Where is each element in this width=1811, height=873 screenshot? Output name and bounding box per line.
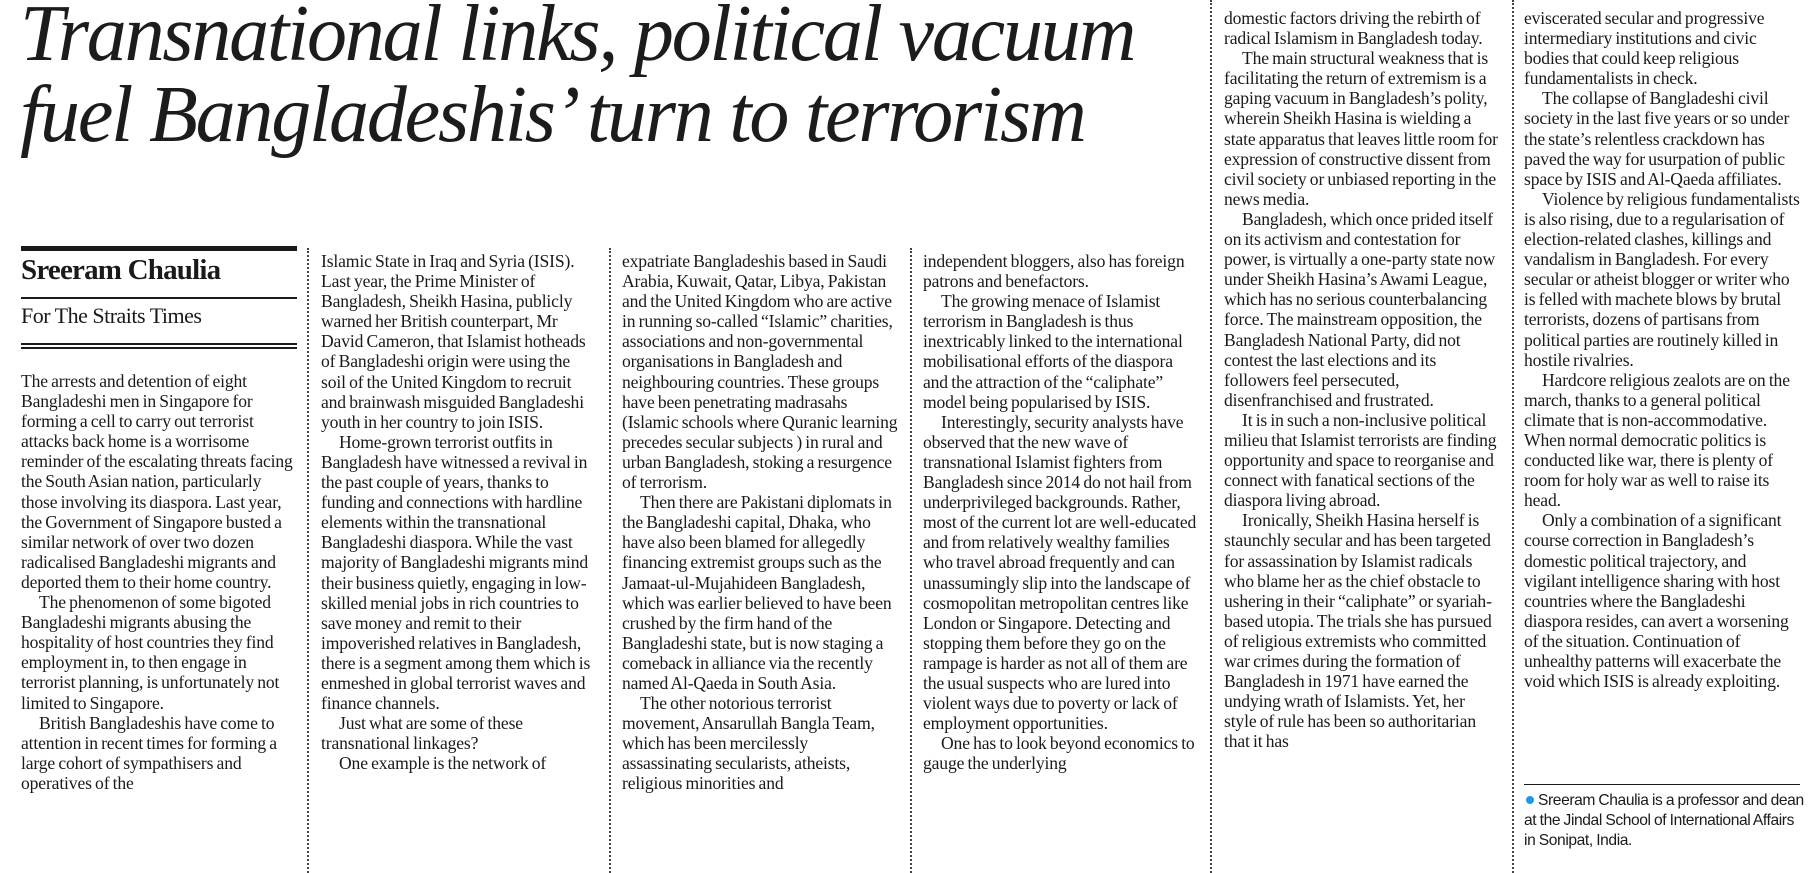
headline [20,0,1200,159]
article-column-1 [21,371,297,873]
paragraph: One has to look beyond economics to gauge the underlying [923,733,1195,774]
author-name: Sreeram Chaulia [21,254,221,286]
author-source: For The Straits Times [21,303,202,328]
paragraph: One example is the network of [339,753,547,774]
column-divider [1210,0,1212,873]
paragraph: eviscerated secular and progressive intermediary institutions and civic bodies that could keep religious fundamentalists in check. [1524,8,1765,89]
bio-divider [1524,784,1800,785]
paragraph: Just what are some of these transnational linkages? [321,713,523,754]
article-column-5 [1224,8,1500,873]
article-column-4 [923,251,1199,873]
paragraph: The arrests and detention of eight Bangladeshi men in Singapore for forming a cell to carry out terrorist attacks back home is a worrisome reminder of the escalating threats facing the South Asian nation, particularly those involving its diaspora. Last year, the Government of Singapore busted a similar network of over two dozen radicalised Bangladeshi migrants and deported them to their home country. [21,371,293,592]
paragraph: Ironically, Sheikh Hasina herself is staunchly secular and has been targeted for assassination by Islamist radicals who blame her as the chief obstacle to ushering in their “caliphate” or syariah-based utopia. The trials she has pursued of religious extremists who committed war crimes during the formation of Bangladesh in 1971 have earned the undying wrath of Islamists. Yet, her style of rule has been so authoritarian that it has [1224,510,1492,752]
paragraph: British Bangladeshis have come to attention in recent times for forming a large cohort of sympathisers and operatives of the [21,712,277,793]
headline-line-1: Transnational links, political vacuum [20,0,1135,78]
paragraph: Hardcore religious zealots are on the march, thanks to a general political climate that is non-accommodative. When normal democratic politics is conducted like war, there is plenty of room for holy war as well to raise its head. [1524,369,1790,511]
byline-top-rule [21,246,297,251]
article-column-6 [1524,8,1800,778]
paragraph: The main structural weakness that is facilitating the return of extremism is a gaping vacuum in Bangladesh’s polity, wherein Sheikh Hasina is wielding a state apparatus that leaves little room for expression of constructive dissent from civil society or unbiased reporting in the news media. [1224,48,1498,209]
paragraph: The growing menace of Islamist terrorism in Bangladesh is thus inextricably linked to the international mobilisational efforts of the diaspora and the attraction of the “caliphate” model being popularised by ISIS. [923,291,1183,412]
paragraph: The other notorious terrorist movement, Ansarullah Bangla Team, which has been mercilessly assassinating secularists, atheists, religious minorities and [622,693,875,794]
byline-divider [21,297,297,299]
paragraph: The phenomenon of some bigoted Bangladeshi migrants abusing the hospitality of host countries they find employment in, to then engage in terrorist planning, is unfortunately not limited to Singapore. [21,592,280,713]
paragraph: It is in such a non-inclusive political milieu that Islamist terrorists are finding opportunity and space to reorganise and connect with fanatical sections of the diaspora living abroad. [1224,409,1497,511]
author-bio-text: Sreeram Chaulia is a professor and dean at the Jindal School of International Affairs in Sonipat, India. [1524,792,1804,849]
article-column-2 [321,251,597,873]
article-column-3 [622,251,898,873]
paragraph: Islamic State in Iraq and Syria (ISIS). Last year, the Prime Minister of Bangladesh, Sheikh Hasina, publicly warned her British counterpart, Mr David Cameron, that Islamist hotheads of Bangladeshi origin were using the soil of the United Kingdom to recruit and brainwash misguided Bangladeshi youth in her country to join ISIS. [321,251,586,432]
author-bio [1524,791,1804,851]
byline-bottom-rule [21,343,297,349]
paragraph: Home-grown terrorist outfits in Bangladesh have witnessed a revival in the past couple of years, thanks to funding and connections with hardline elements within the transnational Bangladeshi diaspora. While the vast majority of Bangladeshi migrants mind their business quietly, engaging in low-skilled menial jobs in rich countries to save money and remit to their impoverished relatives in Bangladesh, there is a segment among them which is enmeshed in global terrorist waves and finance channels. [321,431,591,714]
paragraph: Interestingly, security analysts have observed that the new wave of transnational Islamist fighters from Bangladesh since 2014 do not hail from underprivileged backgrounds. Rather, most of the current lot are well-educated and from relatively wealthy families who travel abroad frequently and can unassumingly slip into the landscape of cosmopolitan metropolitan centres like London or Singapore. Detecting and stopping them before they go on the rampage is harder as not all of them are the usual suspects who are lured into violent ways due to poverty or lack of employment opportunities. [923,411,1197,734]
column-divider [609,248,611,873]
paragraph: Violence by religious fundamentalists is also rising, due to a regularisation of election-related clashes, killings and vandalism in Bangladesh. For every secular or atheist blogger or writer who is felled with machete blows by brutal terrorists, dozens of partisans from political parties are routinely killed in hostile rivalries. [1524,188,1800,370]
column-divider [307,248,309,873]
paragraph: Only a combination of a significant course correction in Bangladesh’s domestic political trajectory, and vigilant intelligence sharing with host countries where the Bangladeshi diaspora resides, can avert a worsening of the situation. Continuation of unhealthy patterns will exacerbate the void which ISIS is already exploiting. [1524,510,1789,692]
paragraph: Then there are Pakistani diplomats in the Bangladeshi capital, Dhaka, who have also been blamed for allegedly financing extremist groups such as the Jamaat-ul-Mujahideen Bangladesh, which was earlier believed to have been crushed by the firm hand of the Bangladeshi state, but is now staging a comeback in alliance via the recently named Al-Qaeda in South Asia. [622,492,892,693]
paragraph: The collapse of Bangladeshi civil society in the last five years or so under the state’s relentless crackdown has paved the way for usurpation of public space by ISIS and Al-Qaeda affiliates. [1524,88,1790,189]
paragraph: expatriate Bangladeshis based in Saudi Arabia, Kuwait, Qatar, Libya, Pakistan and the United Kingdom who are active in running so-called “Islamic” charities, associations and non-governmental organisations in Bangladesh and neighbouring countries. These groups have been penetrating madrasahs (Islamic schools where Quranic learning precedes secular subjects ) in rural and urban Bangladesh, stoking a resurgence of terrorism. [622,251,898,493]
paragraph: independent bloggers, also has foreign patrons and benefactors. [923,251,1185,292]
paragraph: Bangladesh, which once prided itself on its activism and contestation for power, is virtually a one-party state now under Sheikh Hasina’s Awami League, which has no serious counterbalancing force. The mainstream opposition, the Bangladesh National Party, did not contest the last elections and its followers feel persecuted, disenfranchised and frustrated. [1224,208,1496,410]
column-divider [1512,0,1514,873]
headline-line-2: fuel Bangladeshis’ turn to terrorism [20,71,1085,159]
column-divider [910,248,912,873]
bullet-dot-icon [1526,796,1534,804]
paragraph: domestic factors driving the rebirth of radical Islamism in Bangladesh today. [1224,8,1483,49]
